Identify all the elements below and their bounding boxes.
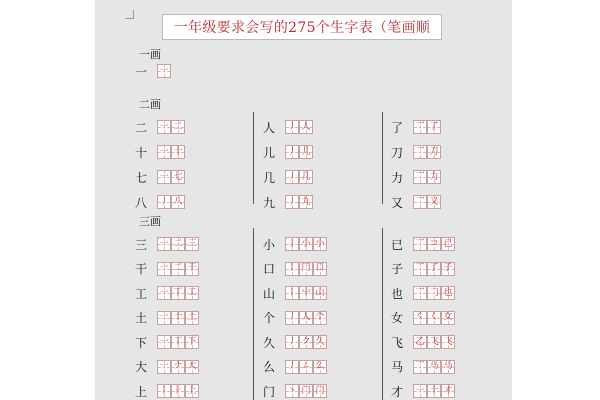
stroke-order-grid [157,120,185,134]
character-label: 个 [263,311,276,325]
title-box [162,14,442,40]
stroke-order-grid [413,360,455,374]
stroke-order-grid [285,120,313,134]
stroke-order-cell: 刀 [427,145,441,159]
stroke-order-grid [157,286,199,300]
character-entry [391,168,441,186]
character-label: 马 [391,360,404,374]
character-label: 人 [263,120,276,135]
stroke-order-cell: 丿 [285,145,299,159]
column-divider [253,112,254,204]
stroke-order-cell: 九 [299,195,313,209]
character-entry [263,309,327,327]
character-entry [391,143,441,161]
stroke-order-cell: 丨 [157,384,171,398]
stroke-order-cell: 八 [171,195,185,209]
stroke-order-cell: 小 [299,237,313,251]
character-label: 又 [391,195,404,210]
stroke-order-cell: 丿 [285,195,299,209]
stroke-order-cell: 子 [441,262,455,276]
stroke-order-cell: 么 [313,360,327,374]
character-entry [391,333,455,351]
character-label: 十 [135,145,148,160]
character-entry [135,235,199,253]
stroke-order-cell: 人 [299,120,313,134]
stroke-order-cell: ㇛ [413,311,427,325]
stroke-order-grid [413,170,441,184]
character-entry [263,260,327,278]
document-page [95,0,512,400]
stroke-order-grid [285,237,327,251]
stroke-order-grid [157,360,199,374]
character-label: 一 [135,64,148,79]
character-entry [263,358,327,376]
stroke-order-cell: 儿 [299,145,313,159]
character-entry [263,235,327,253]
stroke-order-cell: 一 [157,145,171,159]
stroke-order-cell: 门 [299,384,313,398]
stroke-order-cell: 了 [427,262,441,276]
stroke-order-cell: 大 [185,360,199,374]
stroke-order-grid [285,262,327,276]
stroke-order-cell: 十 [171,311,185,325]
stroke-order-grid [285,311,327,325]
section-heading-3: 三画 [139,215,161,228]
character-label: 七 [135,170,148,185]
stroke-order-cell: 一 [157,64,171,78]
column-divider [382,228,383,400]
character-entry [135,309,199,327]
stroke-order-cell: 一 [157,335,171,349]
stroke-order-cell: 又 [427,195,441,209]
character-label: 飞 [391,335,404,350]
character-entry [263,193,313,211]
character-entry [135,260,199,278]
stroke-order-cell: 人 [299,311,313,325]
stroke-order-grid [413,237,455,251]
stroke-order-grid [157,64,171,78]
stroke-order-cell: 二 [171,262,185,276]
stroke-order-cell: 丿 [285,360,299,374]
character-label: 几 [263,170,276,185]
character-label: 才 [391,384,404,399]
character-entry [263,284,327,302]
page-corner-mark [125,10,134,19]
stroke-order-cell: 乙 [413,335,427,349]
character-label: 下 [135,335,148,350]
stroke-order-cell: 飞 [427,335,441,349]
character-label: 小 [263,237,276,252]
column-divider [382,112,383,204]
stroke-order-cell: 丿 [157,195,171,209]
stroke-order-cell: 工 [185,286,199,300]
stroke-order-grid [413,195,441,209]
stroke-order-cell: 一 [157,170,171,184]
stroke-order-cell: 七 [171,170,185,184]
stroke-order-cell: 乛 [413,195,427,209]
stroke-order-cell: 乛 [413,262,427,276]
character-label: 大 [135,360,148,374]
stroke-order-cell: 一 [157,286,171,300]
character-label: 女 [391,311,404,325]
character-label: 久 [263,335,276,350]
stroke-order-cell: 丿 [285,170,299,184]
character-entry [391,309,455,327]
stroke-order-cell: 三 [185,237,199,251]
stroke-order-grid [285,170,313,184]
character-entry [263,168,313,186]
stroke-order-grid [413,145,441,159]
character-entry [391,358,455,376]
stroke-order-cell: 丶 [285,384,299,398]
character-label: 儿 [263,145,276,160]
character-entry [135,284,199,302]
stroke-order-cell: 女 [441,311,455,325]
stroke-order-cell: 乛 [413,237,427,251]
stroke-order-cell: 二 [171,237,185,251]
stroke-order-cell: 个 [313,311,327,325]
stroke-order-grid [157,170,185,184]
stroke-order-cell: 冂 [299,262,313,276]
character-label: 干 [135,262,148,276]
stroke-order-cell: 门 [313,384,327,398]
stroke-order-cell: 一 [157,120,171,134]
character-entry [263,333,327,351]
stroke-order-grid [285,360,327,374]
stroke-order-cell: 丨 [285,262,299,276]
stroke-order-cell: 才 [441,384,455,398]
stroke-order-cell: ナ [171,360,185,374]
stroke-order-cell: 十 [171,145,185,159]
character-entry [391,235,455,253]
character-label: 八 [135,195,148,210]
character-label: 刀 [391,145,404,160]
character-entry [135,118,185,136]
character-label: 土 [135,311,148,325]
character-entry [391,118,441,136]
character-entry [135,193,185,211]
stroke-order-cell: コ [427,237,441,251]
character-entry [135,143,185,161]
character-label: 九 [263,195,276,210]
character-label: 也 [391,286,404,301]
stroke-order-cell: 𡿨 [427,311,441,325]
stroke-order-grid [157,311,199,325]
character-entry [135,333,199,351]
stroke-order-cell: 飞 [441,335,455,349]
stroke-order-cell: 丅 [171,286,185,300]
stroke-order-grid [157,335,199,349]
stroke-order-cell: 屮 [299,286,313,300]
character-label: 已 [391,237,404,252]
stroke-order-cell: 马 [441,360,455,374]
stroke-order-cell: 几 [299,170,313,184]
stroke-order-grid [285,384,327,398]
stroke-order-cell: 丨 [285,286,299,300]
stroke-order-grid [285,286,327,300]
character-label: 三 [135,237,148,252]
stroke-order-cell: 久 [313,335,327,349]
stroke-order-cell: 干 [185,262,199,276]
character-label: 门 [263,384,276,399]
stroke-order-cell: 了 [427,120,441,134]
stroke-order-cell: 土 [185,311,199,325]
character-entry [391,193,441,211]
character-entry [263,143,313,161]
stroke-order-cell: 一 [157,262,171,276]
section-heading-1: 一画 [139,48,161,61]
stroke-order-cell: 丿 [285,335,299,349]
character-entry [135,168,185,186]
character-label: 二 [135,120,148,135]
stroke-order-grid [157,145,185,159]
stroke-order-cell: 力 [427,170,441,184]
character-entry [263,118,313,136]
document-title: 一年级要求会写的275个生字表（笔画顺 [173,20,431,36]
character-label: 么 [263,360,276,374]
stroke-order-grid [413,335,455,349]
stroke-order-cell: 乛 [413,360,427,374]
stroke-order-grid [413,384,455,398]
column-divider [253,228,254,400]
character-entry [263,382,327,400]
stroke-order-grid [157,262,199,276]
character-label: 上 [135,384,148,399]
stroke-order-grid [157,195,185,209]
stroke-order-cell: 一 [157,311,171,325]
stroke-order-grid [285,145,313,159]
stroke-order-cell: 下 [185,335,199,349]
character-label: 力 [391,170,404,185]
stroke-order-grid [157,384,199,398]
stroke-order-cell: 也 [441,286,455,300]
character-label: 子 [391,262,404,276]
stroke-order-cell: 乛 [413,145,427,159]
stroke-order-cell: 十 [427,384,441,398]
stroke-order-grid [285,335,327,349]
stroke-order-cell: 马 [427,360,441,374]
stroke-order-cell: 丿 [285,311,299,325]
stroke-order-cell: 一 [157,237,171,251]
stroke-order-cell: ㄥ [299,360,313,374]
character-entry [135,358,199,376]
section-heading-2: 二画 [139,98,161,111]
character-entry [135,382,199,400]
character-label: 工 [135,286,148,301]
stroke-order-cell: 丿 [285,120,299,134]
stroke-order-cell: 丅 [171,335,185,349]
character-entry [135,62,171,80]
stroke-order-cell: ク [299,335,313,349]
stroke-order-cell: 乛 [413,120,427,134]
character-label: 山 [263,286,276,301]
stroke-order-grid [413,286,455,300]
character-entry [391,284,455,302]
stroke-order-grid [157,237,199,251]
character-label: 了 [391,120,404,135]
character-label: 口 [263,262,276,276]
stroke-order-grid [413,311,455,325]
stroke-order-grid [413,120,441,134]
stroke-order-cell: 已 [441,237,455,251]
stroke-order-cell: 乛 [413,286,427,300]
stroke-order-grid [413,262,455,276]
stroke-order-cell: ⺊ [171,384,185,398]
stroke-order-cell: 上 [185,384,199,398]
stroke-order-cell: 亅 [285,237,299,251]
stroke-order-cell: 一 [413,384,427,398]
character-entry [391,260,455,278]
stroke-order-cell: 一 [157,360,171,374]
stroke-order-cell: 二 [171,120,185,134]
stroke-order-cell: 乛 [413,170,427,184]
stroke-order-cell: 𠃌 [427,286,441,300]
stroke-order-cell: 小 [313,237,327,251]
stroke-order-cell: 山 [313,286,327,300]
stroke-order-cell: 口 [313,262,327,276]
stroke-order-grid [285,195,313,209]
character-entry [391,382,455,400]
